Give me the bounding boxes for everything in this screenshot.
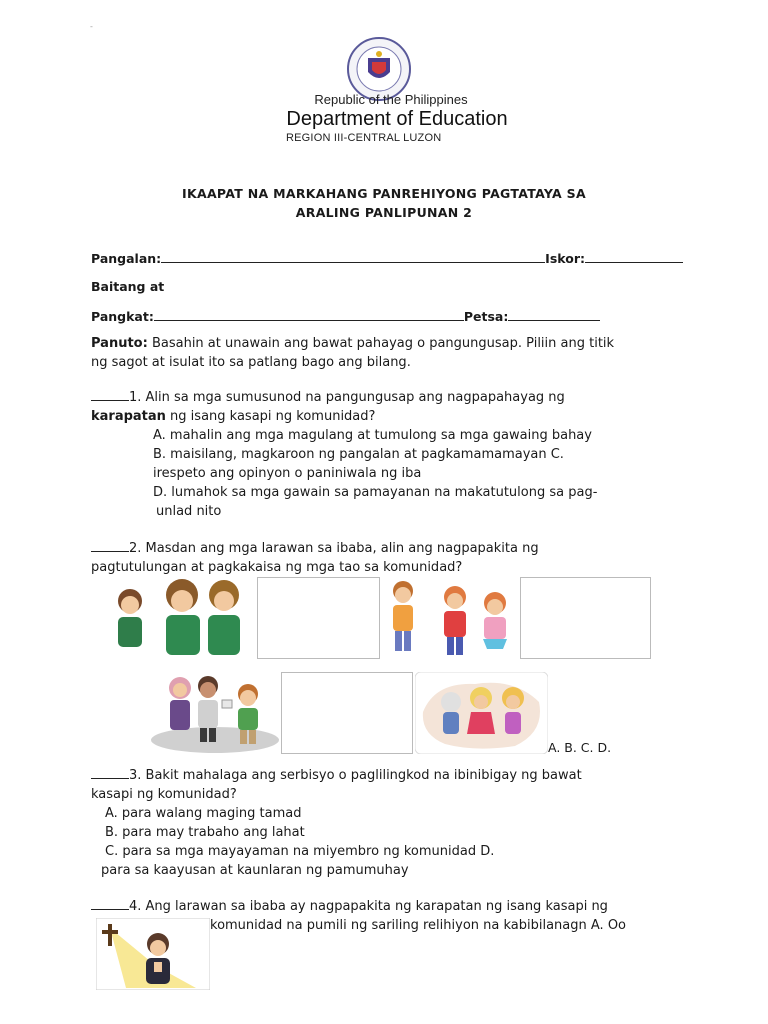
answer-blank-3[interactable] <box>91 767 129 779</box>
answer-blank-4[interactable] <box>91 898 129 910</box>
q1-stem-line2: ng isang kasapi ng komunidad? <box>165 409 376 424</box>
q1-choices <box>153 426 597 521</box>
q3-choice-a: A. para walang maging tamad <box>105 806 302 821</box>
q4-stem-line1: 4. Ang larawan sa ibaba ay nagpapakita ng karapatan ng isang kasapi ng <box>129 899 608 914</box>
name-field-row <box>91 250 683 266</box>
picture-e-children-sharing <box>150 672 280 754</box>
q4-stem-line2: komunidad na pumili ng sariling relihiyon na kabibilanagn A. Oo <box>210 918 627 933</box>
iskor-blank[interactable] <box>585 250 683 263</box>
question-4 <box>91 897 608 916</box>
q1-choice-d2: unlad nito <box>156 504 222 519</box>
q1-choice-d1: D. lumahok sa mga gawain sa pamayanan na makatutulong sa pag- <box>153 485 598 500</box>
exam-title-line1: IKAAPAT NA MARKAHANG PANREHIYONG PAGTATAYA SA <box>182 186 586 201</box>
pangalan-label: Pangalan: <box>91 251 162 266</box>
picture-a-children-group <box>96 577 254 659</box>
answer-blank-2[interactable] <box>91 540 129 552</box>
region-line: REGION III-CENTRAL LUZON <box>286 132 442 144</box>
iskor-label: Iskor: <box>545 251 585 266</box>
picture-f-frame <box>281 672 413 754</box>
answer-blank-1[interactable] <box>91 389 129 401</box>
q3-choice-c: C. para sa mga mayayaman na miyembro ng komunidad D. <box>105 844 495 859</box>
picture-c-children-phones <box>383 577 519 659</box>
picture-g-children-quarrel <box>415 672 548 754</box>
instructions-line1: Basahin at unawain ang bawat pahayag o pangungusap. Piliin ang titik <box>151 336 615 351</box>
pangkat-field-row <box>91 308 600 324</box>
corner-mark: - <box>90 22 93 31</box>
question-2 <box>91 539 539 577</box>
q3-stem-line1: 3. Bakit mahalaga ang serbisyo o paglilingkod na ibinibigay ng bawat <box>129 768 582 783</box>
pangkat-label: Pangkat: <box>91 309 154 324</box>
department-title: Department of Education <box>286 108 508 130</box>
picture-b-frame <box>257 577 380 659</box>
q1-choice-b: B. maisilang, magkaroon ng pangalan at pagkamamamayan C. <box>153 447 564 462</box>
petsa-label: Petsa: <box>463 309 509 324</box>
question-3 <box>91 766 582 804</box>
q3-choice-b: B. para may trabaho ang lahat <box>105 825 305 840</box>
q1-choice-a: A. mahalin ang mga magulang at tumulong sa mga gawaing bahay <box>153 428 592 443</box>
pangalan-blank[interactable] <box>161 250 545 263</box>
petsa-blank[interactable] <box>508 308 600 321</box>
q1-karapatan: karapatan <box>91 409 166 424</box>
picture-d-frame <box>520 577 651 659</box>
q2-choices: A. B. C. D. <box>548 740 612 755</box>
pangkat-blank[interactable] <box>154 308 464 321</box>
baitang-label: Baitang at <box>91 279 165 294</box>
question-1 <box>91 388 565 426</box>
q1-choice-c: irespeto ang opinyon o paniniwala ng iba <box>153 466 422 481</box>
q3-choice-d: para sa kaayusan at kaunlaran ng pamumuhay <box>101 863 409 878</box>
q2-stem-line1: 2. Masdan ang mga larawan sa ibaba, alin ang nagpapakita ng <box>129 541 539 556</box>
q2-stem-line2: pagtutulungan at pagkakaisa ng mga tao sa komunidad? <box>91 560 463 575</box>
q3-choices <box>105 804 494 861</box>
panuto-label: Panuto: <box>91 336 148 351</box>
exam-title-line2: ARALING PANLIPUNAN 2 <box>295 205 473 220</box>
instructions-line2: ng sagot at isulat ito sa patlang bago ang bilang. <box>91 355 411 370</box>
q3-stem-line2: kasapi ng komunidad? <box>91 787 237 802</box>
instructions <box>91 334 614 372</box>
q1-stem-line1: 1. Alin sa mga sumusunod na pangungusap ang nagpapahayag ng <box>129 390 565 405</box>
picture-praying-person <box>96 918 210 990</box>
republic-line: Republic of the Philippines <box>314 92 468 107</box>
